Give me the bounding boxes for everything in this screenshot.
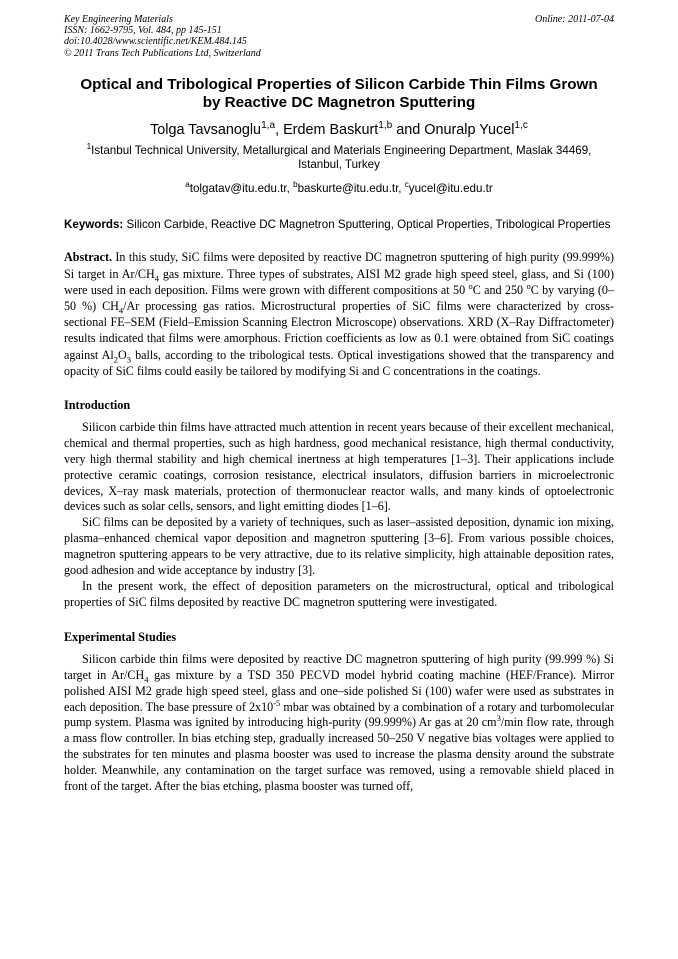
title-line-2: by Reactive DC Magnetron Sputtering bbox=[202, 93, 476, 111]
online-date: Online: 2011-07-04 bbox=[535, 14, 614, 25]
author-list bbox=[64, 121, 614, 139]
experimental-paragraph-1 bbox=[64, 652, 614, 795]
author-1-affil: 1,a bbox=[261, 120, 276, 132]
abstract-text: In this study, SiC films were deposited by reactive DC magnetron sputtering of high purity (99.999%) Si target in Ar/CH bbox=[64, 250, 614, 281]
abstract-text: O bbox=[118, 347, 127, 362]
affiliation bbox=[64, 141, 614, 173]
author-separator: , bbox=[275, 121, 284, 138]
copyright-line: © 2011 Trans Tech Publications Ltd, Switzerland bbox=[64, 47, 261, 59]
affiliation-text: Istanbul Technical University, Metallurgical and Materials Engineering Department, Maslak 34469, Istanbul, Turkey bbox=[91, 143, 592, 172]
author-3: Onuralp Yucel bbox=[424, 121, 515, 138]
email-c: yucel@itu.edu.tr bbox=[408, 181, 493, 195]
body-text: mbar was obtained by a combination of a rotary and turbomolecular pump system. Plasma was ignited by introducing high-purity (99.999%) Ar gas at 20 cm bbox=[64, 699, 614, 730]
author-3-affil: 1,c bbox=[514, 120, 528, 132]
issn-line: ISSN: 1662-9795, Vol. 484, pp 145-151 bbox=[64, 25, 222, 37]
affiliation-marker: 1 bbox=[86, 141, 92, 151]
author-2: Erdem Baskurt bbox=[283, 121, 379, 138]
journal-name: Key Engineering Materials bbox=[64, 14, 173, 25]
abstract-text: C and 250 bbox=[472, 282, 527, 297]
author-2-affil: 1,b bbox=[378, 120, 393, 132]
email-b-marker: b bbox=[293, 179, 298, 189]
author-separator: and bbox=[392, 121, 425, 138]
journal-header bbox=[64, 14, 614, 59]
body-text: gas mixture by a TSD 350 PECVD model hybrid coating machine (HEF/France). Mirror polished AISI M2 grade high speed steel, glass and one–side polished Si (100) wafer were used as substrates in each deposition. The base pressure of 2x10 bbox=[64, 667, 614, 714]
email-c-marker: c bbox=[404, 179, 409, 189]
abstract-label: Abstract. bbox=[64, 250, 113, 265]
email-a: tolgatav@itu.edu.tr, bbox=[189, 181, 294, 195]
abstract-text: C by varying (0–50 %) CH bbox=[64, 282, 614, 313]
subscript: 2 bbox=[113, 353, 119, 364]
subscript: 3 bbox=[126, 353, 131, 364]
email-a-marker: a bbox=[185, 179, 190, 189]
intro-paragraph-2: SiC films can be deposited by a variety of techniques, such as laser–assisted deposition, dynamic ion mixing, plasma–enhanced chemical vapor deposition and magnetron sputtering [3–6]. From various possible choices, magnetron sputtering appears to be very attractive, due to its relative simplicity, high attainable deposition rates, good adhesion and wide acceptance by industry [3]. bbox=[64, 515, 614, 578]
body-text: Silicon carbide thin films were deposited by reactive DC magnetron sputtering of high purity (99.999 %) Si target in Ar/CH bbox=[64, 651, 614, 682]
doi-line: doi:10.4028/www.scientific.net/KEM.484.145 bbox=[64, 36, 247, 48]
subscript: 4 bbox=[144, 674, 149, 685]
superscript: -5 bbox=[273, 697, 281, 708]
intro-paragraph-3: In the present work, the effect of deposition parameters on the microstructural, optical and tribological properties of SiC films deposited by reactive DC magnetron sputtering were investigated. bbox=[64, 579, 614, 609]
title-line-1: Optical and Tribological Properties of Silicon Carbide Thin Films Grown bbox=[80, 75, 598, 93]
superscript: o bbox=[526, 280, 531, 291]
paper-page bbox=[64, 14, 614, 795]
email-b: baskurte@itu.edu.tr, bbox=[297, 181, 405, 195]
superscript: 3 bbox=[496, 713, 501, 724]
abstract-text: balls, according to the tribological tests. Optical investigations showed that the transparency and opacity of SiC films could easily be tailored by modifying Si and C concentrations in the coatings. bbox=[64, 347, 614, 378]
keywords-label: Keywords: bbox=[64, 217, 124, 231]
section-heading-introduction: Introduction bbox=[64, 397, 131, 412]
paper-title bbox=[64, 76, 614, 112]
subscript: 4 bbox=[154, 272, 159, 283]
section-heading-experimental: Experimental Studies bbox=[64, 629, 177, 644]
keywords-block bbox=[64, 218, 614, 233]
superscript: o bbox=[468, 280, 473, 291]
author-emails bbox=[64, 179, 614, 196]
subscript: 4 bbox=[118, 305, 124, 316]
keywords-text: Silicon Carbide, Reactive DC Magnetron Sputtering, Optical Properties, Tribological Properties bbox=[126, 217, 611, 231]
author-1: Tolga Tavsanoglu bbox=[150, 121, 262, 138]
body-text: /min flow rate, through a mass flow controller. In bias etching step, gradually increased 50–250 V negative bias voltages were applied to the substrates for ten minutes and plasma booster was used to increase the plasma density around the substrate holder. Meanwhile, any contamination on the target surface was removed, using a removable shield placed in front of the target. After the bias etching, plasma booster was turned off, bbox=[64, 715, 615, 794]
abstract-block bbox=[64, 249, 614, 379]
abstract-text: gas mixture. Three types of substrates, AISI M2 grade high speed steel, glass, and Si (100) were used in each deposition. Films were grown with different compositions at 50 bbox=[64, 266, 614, 297]
abstract-text: /Ar processing gas ratios. Microstructural properties of SiC films were characterized by cross-sectional FE–SEM (Field–Emission Scanning Electron Microscope) observations. XRD (X–Ray Diffractometer) results indicated that films were amorphous. Friction coefficients as low as 0.1 were obtained from SiC coatings against Al bbox=[64, 298, 614, 362]
intro-paragraph-1: Silicon carbide thin films have attracted much attention in recent years because of their excellent mechanical, chemical and thermal properties, such as high hardness, good mechanical resistance, high thermal conductivity, very high thermal stability and high chemical inertness at high temperatures [1–3]. Their applications include protective ceramic coatings, corrosion resistance, electrical insulators, diffusion barriers in microelectronic devices, X–ray mask materials, protection of thermonuclear reactor walls, and many kinds of optoelectronic devices such as solar cells, sensors, and light emitting diodes [1–6]. bbox=[64, 419, 614, 514]
